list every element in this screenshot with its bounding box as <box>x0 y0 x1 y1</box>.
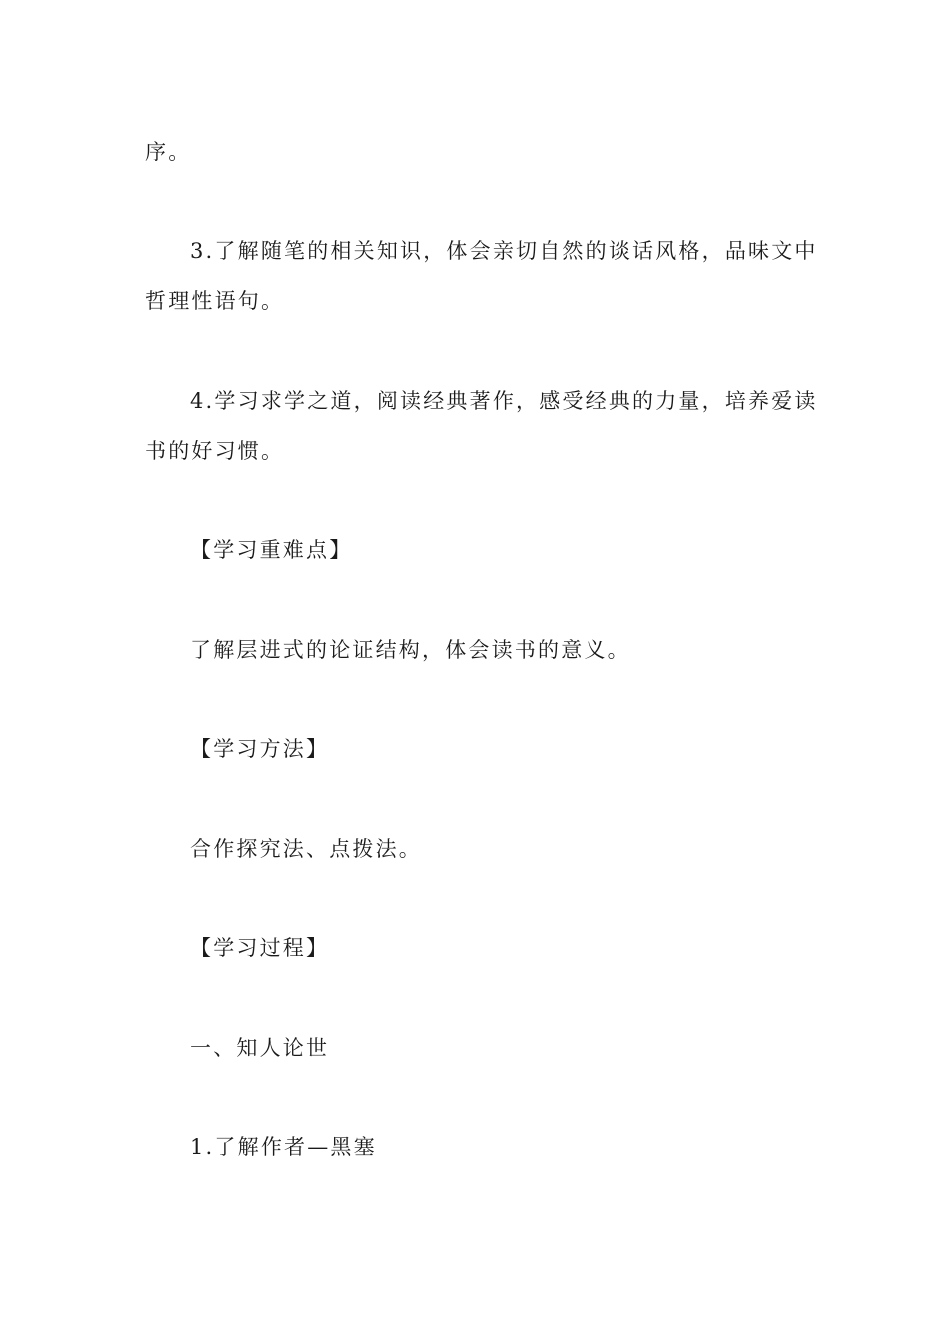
process-step-1-item-1: 1.了解作者—黑塞 <box>190 1135 377 1159</box>
objective-3-line-2: 哲理性语句。 <box>145 289 285 313</box>
section-heading-key-points: 【学习重难点】 <box>190 538 353 562</box>
objective-3-line-1: 3.了解随笔的相关知识，体会亲切自然的谈话风格，品味文中 <box>190 239 818 263</box>
methods-text: 合作探究法、点拨法。 <box>190 837 422 861</box>
section-heading-process: 【学习过程】 <box>190 936 330 960</box>
objective-4-line-1: 4.学习求学之道，阅读经典著作，感受经典的力量，培养爱读 <box>190 389 818 413</box>
section-heading-methods: 【学习方法】 <box>190 737 330 761</box>
paragraph-continuation: 序。 <box>145 140 192 164</box>
objective-4-line-2: 书的好习惯。 <box>145 439 285 463</box>
key-points-text: 了解层进式的论证结构，体会读书的意义。 <box>190 638 631 662</box>
process-step-1-heading: 一、知人论世 <box>190 1036 330 1060</box>
